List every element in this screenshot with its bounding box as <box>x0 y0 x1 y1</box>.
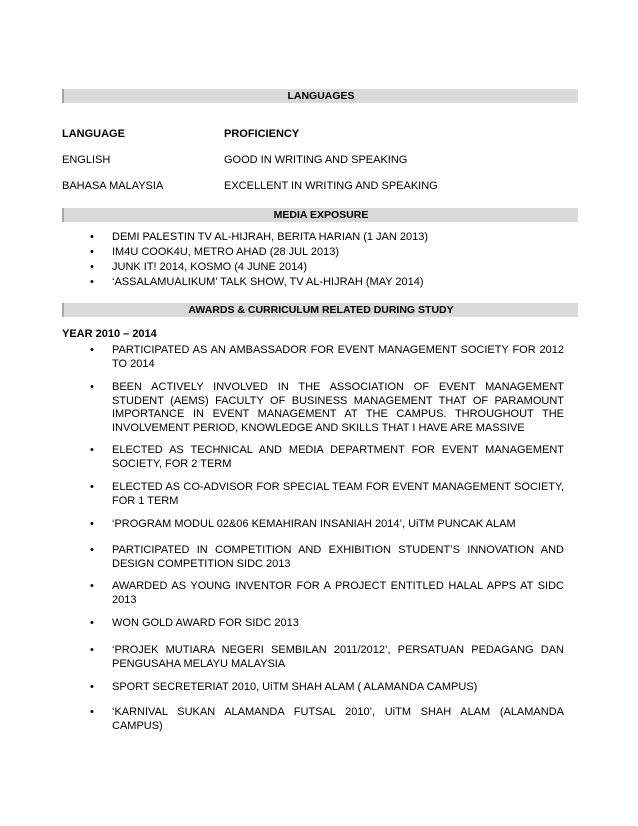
language-cell: BAHASA MALAYSIA <box>62 180 164 192</box>
media-item: JUNK IT! 2014, KOSMO (4 JUNE 2014) <box>112 261 308 273</box>
media-item: ‘ASSALAMUALIKUM’ TALK SHOW, TV AL-HIJRAH (MAY 2014) <box>112 276 424 288</box>
bullet-icon: • <box>90 261 94 273</box>
bullet-icon: • <box>90 344 94 356</box>
award-item: WON GOLD AWARD FOR SIDC 2013 <box>112 617 299 629</box>
award-item: ELECTED AS TECHNICAL AND MEDIA DEPARTMENT FOR EVENT MANAGEMENT SOCIETY, FOR 2 TERM <box>112 444 564 470</box>
award-item: PARTICIPATED IN COMPETITION AND EXHIBITION STUDENT’S INNOVATION AND DESIGN COMPETITION SIDC 2013 <box>112 544 564 570</box>
award-item: ‘PROJEK MUTIARA NEGERI SEMBILAN 2011/2012’, PERSATUAN PEDAGANG DAN PENGUSAHA MELAYU MALAYSIA <box>112 644 564 670</box>
award-item: ‘PROGRAM MODUL 02&06 KEMAHIRAN INSANIAH 2014’, UiTM PUNCAK ALAM <box>112 518 516 530</box>
bullet-icon: • <box>90 706 94 718</box>
bullet-icon: • <box>90 644 94 656</box>
languages-heading: LANGUAGES <box>62 89 578 103</box>
language-column-header: LANGUAGE <box>62 128 125 140</box>
media-item: DEMI PALESTIN TV AL-HIJRAH, BERITA HARIAN (1 JAN 2013) <box>112 231 429 243</box>
bullet-icon: • <box>90 276 94 288</box>
award-item: BEEN ACTIVELY INVOLVED IN THE ASSOCIATION OF EVENT MANAGEMENT STUDENT (AEMS) FACULTY OF BUSINESS MANAGEMENT THAT OF PARAMOUNT IMPORTANCE IN EVENT MANAGEMENT AT THE CAMPUS. THROUGHOUT THE INVOLVEMENT PERIOD, KNOWLEDGE AND SKILLS THAT I HAVE ARE MASSIVE <box>112 381 564 434</box>
award-item: AWARDED AS YOUNG INVENTOR FOR A PROJECT ENTITLED HALAL APPS AT SIDC 2013 <box>112 580 564 606</box>
bullet-icon: • <box>90 580 94 592</box>
award-item: ‘KARNIVAL SUKAN ALAMANDA FUTSAL 2010’, UiTM SHAH ALAM (ALAMANDA CAMPUS) <box>112 706 564 732</box>
bullet-icon: • <box>90 544 94 556</box>
bullet-icon: • <box>90 518 94 530</box>
proficiency-column-header: PROFICIENCY <box>224 128 300 140</box>
language-cell: ENGLISH <box>62 154 111 166</box>
bullet-icon: • <box>90 246 94 258</box>
media-item: IM4U COOK4U, METRO AHAD (28 JUL 2013) <box>112 246 339 258</box>
award-item: SPORT SECRETERIAT 2010, UiTM SHAH ALAM ( ALAMANDA CAMPUS) <box>112 681 478 693</box>
bullet-icon: • <box>90 381 94 393</box>
proficiency-cell: EXCELLENT IN WRITING AND SPEAKING <box>224 180 438 192</box>
bullet-icon: • <box>90 681 94 693</box>
bullet-icon: • <box>90 444 94 456</box>
awards-heading: AWARDS & CURRICULUM RELATED DURING STUDY <box>62 303 578 317</box>
bullet-icon: • <box>90 231 94 243</box>
bullet-icon: • <box>90 617 94 629</box>
year-period-label: YEAR 2010 – 2014 <box>62 328 157 340</box>
media-exposure-heading: MEDIA EXPOSURE <box>62 208 578 222</box>
proficiency-cell: GOOD IN WRITING AND SPEAKING <box>224 154 408 166</box>
bullet-icon: • <box>90 481 94 493</box>
award-item: PARTICIPATED AS AN AMBASSADOR FOR EVENT MANAGEMENT SOCIETY FOR 2012 TO 2014 <box>112 344 564 370</box>
award-item: ELECTED AS CO-ADVISOR FOR SPECIAL TEAM FOR EVENT MANAGEMENT SOCIETY, FOR 1 TERM <box>112 481 564 507</box>
